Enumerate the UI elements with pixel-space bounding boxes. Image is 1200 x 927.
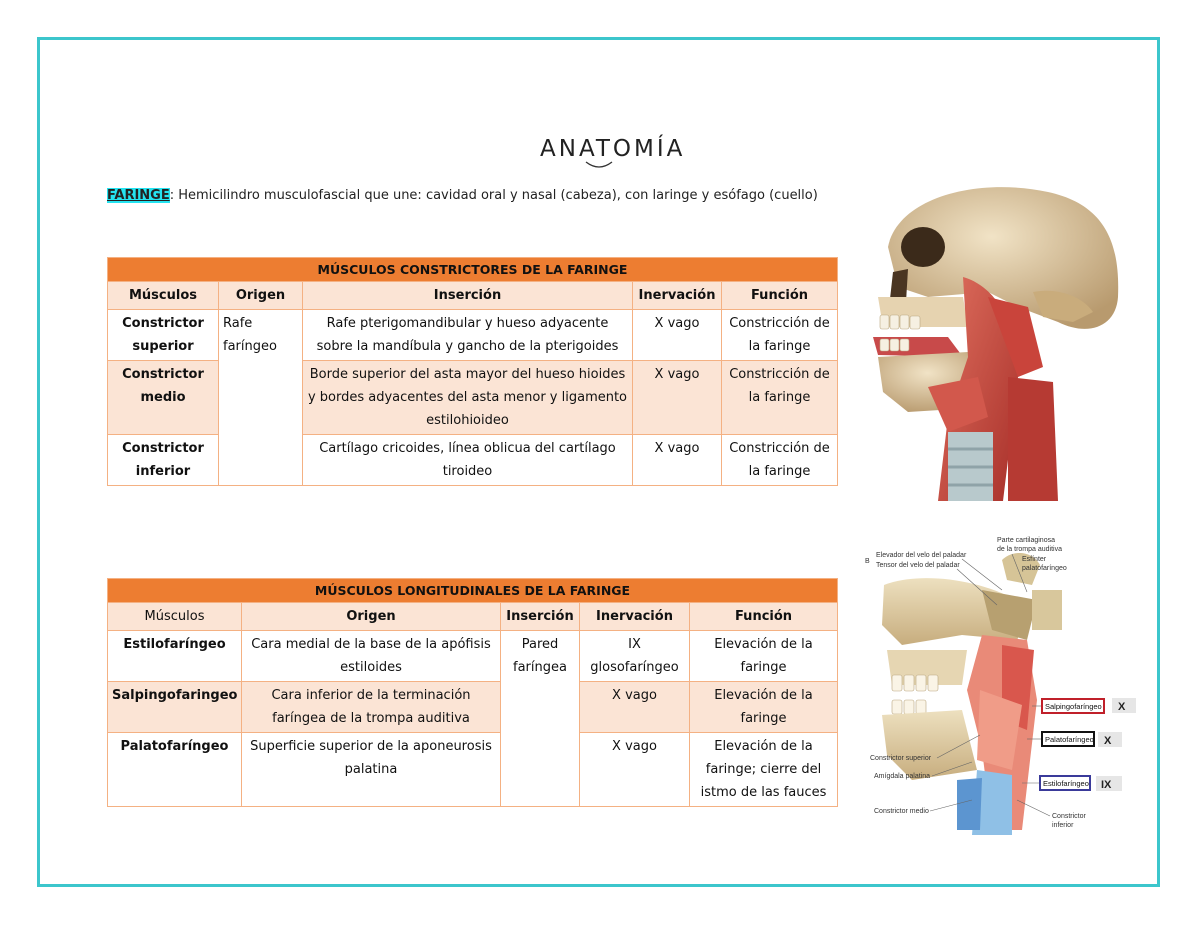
- table2-muscle: Estilofaríngeo: [108, 631, 242, 682]
- table1-header-muscles: Músculos: [108, 282, 219, 310]
- table2-nerve: X vago: [580, 682, 690, 733]
- table-row: [108, 310, 838, 361]
- nerve-x-2: X: [1104, 735, 1112, 747]
- table2-header-origin: Origen: [242, 603, 501, 631]
- table1-function: Constricción de la faringe: [722, 435, 838, 486]
- label-amigdala: Amígdala palatina: [874, 773, 931, 780]
- label-tensor: Tensor del velo del paladar: [876, 562, 960, 569]
- label-constrictor-inferior: Constrictor: [1052, 813, 1086, 820]
- pharynx-sagittal-illustration: [862, 530, 1148, 850]
- table2-origin: Superficie superior de la aponeurosis palatina: [242, 733, 501, 807]
- table2-function: Elevación de la faringe: [690, 631, 838, 682]
- tag-estilofaringeo: Estilofaríngeo: [1043, 779, 1089, 788]
- label-parte-cartilaginosa: Parte cartilaginosa: [997, 537, 1055, 544]
- figure-letter: B: [865, 558, 870, 565]
- table1-caption: MÚSCULOS CONSTRICTORES DE LA FARINGE: [108, 258, 838, 282]
- label-esfinter: Esfínter: [1022, 556, 1047, 563]
- table2-nerve: X vago: [580, 733, 690, 807]
- table1-insertion: Cartílago cricoides, línea oblicua del cartílago tiroideo: [303, 435, 633, 486]
- table-row: [108, 682, 838, 733]
- table1-nerve: X vago: [633, 435, 722, 486]
- table1-muscle: Constrictor superior: [108, 310, 219, 361]
- label-constrictor-medio: Constrictor medio: [874, 808, 929, 815]
- table2-function: Elevación de la faringe: [690, 682, 838, 733]
- table1-function: Constricción de la faringe: [722, 310, 838, 361]
- page-title: ANATOMÍA: [540, 136, 686, 162]
- table-row: [108, 361, 838, 435]
- table-row: [108, 631, 838, 682]
- table1-nerve: X vago: [633, 310, 722, 361]
- label-constrictor-superior: Constrictor superior: [870, 755, 932, 762]
- table2-header-function: Función: [690, 603, 838, 631]
- label-trompa-auditiva: de la trompa auditiva: [997, 546, 1062, 553]
- tag-salpingofaringeo: Salpingofaríngeo: [1045, 702, 1102, 711]
- table1-insertion: Borde superior del asta mayor del hueso hioides y bordes adyacentes del asta menor y ligamento estilohioideo: [303, 361, 633, 435]
- label-palatofaringeo: palatofaríngeo: [1022, 565, 1067, 572]
- skull-neck-illustration: [868, 187, 1120, 501]
- table2-header-insertion: Inserción: [501, 603, 580, 631]
- nerve-x-1: X: [1118, 701, 1126, 713]
- table2-header-muscles: Músculos: [108, 603, 242, 631]
- intro-text: : Hemicilindro musculofascial que une: cavidad oral y nasal (cabeza), con laringe y esófago (cuello): [169, 188, 818, 203]
- table1-insertion: Rafe pterigomandibular y hueso adyacente sobre la mandíbula y gancho de la pterigoides: [303, 310, 633, 361]
- table1-muscle: Constrictor medio: [108, 361, 219, 435]
- tag-palatofaringeo: Palatofaríngeo: [1045, 735, 1094, 744]
- table-row: [108, 435, 838, 486]
- intro-definition: [107, 188, 818, 203]
- table1-origin: Rafe faríngeo: [219, 310, 303, 486]
- table-row: [108, 733, 838, 807]
- table2-caption: MÚSCULOS LONGITUDINALES DE LA FARINGE: [108, 579, 838, 603]
- label-inferior: inferior: [1052, 822, 1074, 829]
- intro-term: FARINGE: [107, 188, 170, 203]
- title-underline-swash: [584, 160, 614, 172]
- table1-header-origin: Origen: [219, 282, 303, 310]
- table1-header-nerve: Inervación: [633, 282, 722, 310]
- table2-muscle: Salpingofaringeo: [108, 682, 242, 733]
- longitudinal-muscles-table: [107, 578, 838, 807]
- nerve-ix: IX: [1101, 779, 1112, 791]
- table2-header-nerve: Inervación: [580, 603, 690, 631]
- table1-header-insertion: Inserción: [303, 282, 633, 310]
- table1-header-function: Función: [722, 282, 838, 310]
- table2-origin: Cara inferior de la terminación faríngea de la trompa auditiva: [242, 682, 501, 733]
- table1-nerve: X vago: [633, 361, 722, 435]
- constrictor-muscles-table: [107, 257, 838, 486]
- table2-function: Elevación de la faringe; cierre del istmo de las fauces: [690, 733, 838, 807]
- table1-muscle: Constrictor inferior: [108, 435, 219, 486]
- table2-insertion: Pared faríngea: [501, 631, 580, 807]
- label-elevador: Elevador del velo del paladar: [876, 552, 967, 559]
- table1-function: Constricción de la faringe: [722, 361, 838, 435]
- table2-origin: Cara medial de la base de la apófisis estiloides: [242, 631, 501, 682]
- table2-nerve: IX glosofaríngeo: [580, 631, 690, 682]
- table2-muscle: Palatofaríngeo: [108, 733, 242, 807]
